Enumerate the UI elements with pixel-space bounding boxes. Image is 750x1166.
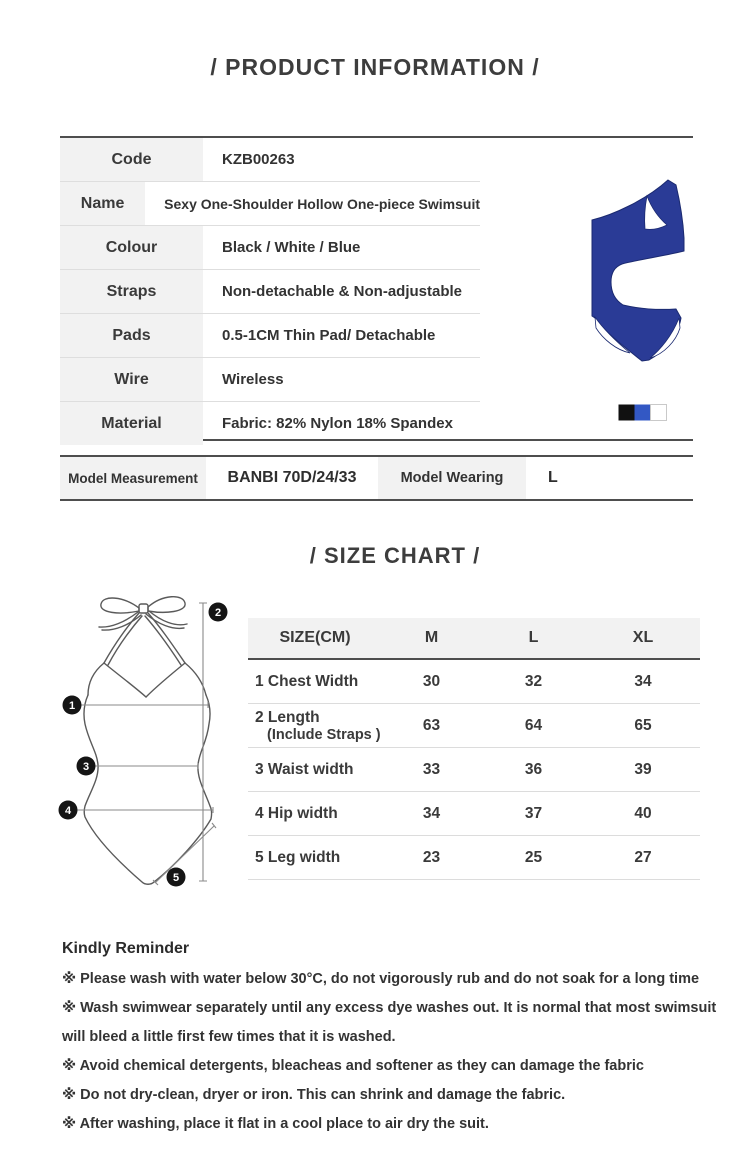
color-swatches <box>618 404 668 421</box>
size-value: 34 <box>634 672 652 690</box>
size-value: 33 <box>422 760 441 778</box>
size-value: 25 <box>524 848 543 866</box>
svg-text:2: 2 <box>214 607 222 619</box>
size-row-label: 4 Hip width <box>255 804 338 822</box>
table-row <box>248 748 700 792</box>
kindly-reminder-section <box>62 940 717 1139</box>
size-chart-header <box>248 618 700 660</box>
model-measurement-label: Model Measurement <box>60 457 206 499</box>
reminder-line: ※ Do not dry-clean, dryer or iron. This can shrink and damage the fabric. <box>62 1087 566 1103</box>
product-spec-table <box>60 138 480 445</box>
spec-label-straps: Straps <box>60 270 203 313</box>
svg-text:5: 5 <box>172 872 180 884</box>
table-row <box>60 270 480 314</box>
svg-text:3: 3 <box>82 761 90 773</box>
size-row-label: 5 Leg width <box>255 848 341 866</box>
bow-drawing <box>99 597 187 630</box>
table-row <box>60 182 480 226</box>
size-value: 40 <box>634 804 652 822</box>
reminder-line: ※ Avoid chemical detergents, bleacheas and softener as they can damage the fabric <box>62 1058 644 1074</box>
size-value: 27 <box>634 848 652 866</box>
reminder-line: ※ Please wash with water below 30°C, do not vigorously rub and do not soak for a long time <box>62 971 700 987</box>
spec-value-name: Sexy One-Shoulder Hollow One-piece Swimsuit <box>164 195 480 212</box>
page-title: / PRODUCT INFORMATION / <box>210 54 540 80</box>
table-row <box>60 226 480 270</box>
size-row-label: 3 Waist width <box>255 760 354 778</box>
swimsuit-product-image <box>568 158 748 438</box>
model-wearing-label: Model Wearing <box>378 457 526 499</box>
marker-chest <box>63 696 82 715</box>
size-header-cm: SIZE(CM) <box>279 629 351 646</box>
table-row <box>248 792 700 836</box>
spec-label-pads: Pads <box>60 314 203 357</box>
size-row-label: 2 Length <box>255 708 320 726</box>
table-row <box>248 660 700 704</box>
table-row <box>248 704 700 748</box>
table-row <box>60 138 480 182</box>
size-chart-table <box>248 618 700 880</box>
marker-leg <box>167 868 186 887</box>
strap-lines <box>104 613 185 665</box>
size-value: 63 <box>422 716 441 734</box>
table-row <box>60 402 480 445</box>
table-row <box>60 314 480 358</box>
spec-value-wire: Wireless <box>222 371 284 388</box>
spec-label-code: Code <box>60 138 203 181</box>
model-measurement-value: BANBI 70D/24/33 <box>227 469 357 486</box>
swatch-black <box>619 405 635 421</box>
swatch-white <box>651 405 667 421</box>
swimsuit-outline <box>84 663 212 884</box>
swatch-blue <box>635 405 651 421</box>
spec-label-colour: Colour <box>60 226 203 269</box>
spec-label-name: Name <box>60 182 145 225</box>
table-row <box>248 836 700 880</box>
model-wearing-value: L <box>548 469 558 486</box>
size-value: 65 <box>634 716 652 734</box>
spec-label-material: Material <box>60 402 203 445</box>
size-chart-title: / SIZE CHART / <box>309 543 481 568</box>
size-row-sublabel: (Include Straps ) <box>267 726 381 743</box>
size-header-xl: XL <box>632 629 654 646</box>
reminder-line: ※ Wash swimwear separately until any excess dye washes out. It is normal that most swimsuit will bleed a little first few times that it is washed. <box>62 1000 717 1045</box>
size-value: 34 <box>422 804 441 822</box>
size-row-label: 1 Chest Width <box>255 672 359 690</box>
measurement-lines <box>76 603 216 885</box>
spec-label-wire: Wire <box>60 358 203 401</box>
svg-text:1: 1 <box>68 700 76 712</box>
spec-value-material: Fabric: 82% Nylon 18% Spandex <box>222 415 453 432</box>
size-value: 32 <box>524 672 543 690</box>
size-value: 30 <box>422 672 441 690</box>
table-row <box>60 358 480 402</box>
size-header-l: L <box>528 629 539 646</box>
measurement-diagram <box>45 578 245 898</box>
product-info-section <box>60 136 693 441</box>
reminder-line: ※ After washing, place it flat in a cool place to air dry the suit. <box>62 1116 489 1132</box>
spec-value-pads: 0.5-1CM Thin Pad/ Detachable <box>222 327 436 344</box>
spec-value-code: KZB00263 <box>222 151 295 168</box>
spec-value-straps: Non-detachable & Non-adjustable <box>222 283 463 300</box>
size-header-m: M <box>424 629 439 646</box>
model-measurement-bar <box>60 455 693 501</box>
reminder-title: Kindly Reminder <box>62 940 190 957</box>
marker-hip <box>59 801 78 820</box>
svg-text:4: 4 <box>64 805 72 817</box>
size-value: 37 <box>524 804 543 822</box>
marker-waist <box>77 757 96 776</box>
size-value: 39 <box>634 760 652 778</box>
spec-value-colour: Black / White / Blue <box>222 239 361 256</box>
size-value: 64 <box>524 716 543 734</box>
size-value: 36 <box>524 760 543 778</box>
size-value: 23 <box>422 848 441 866</box>
marker-length <box>209 603 228 622</box>
